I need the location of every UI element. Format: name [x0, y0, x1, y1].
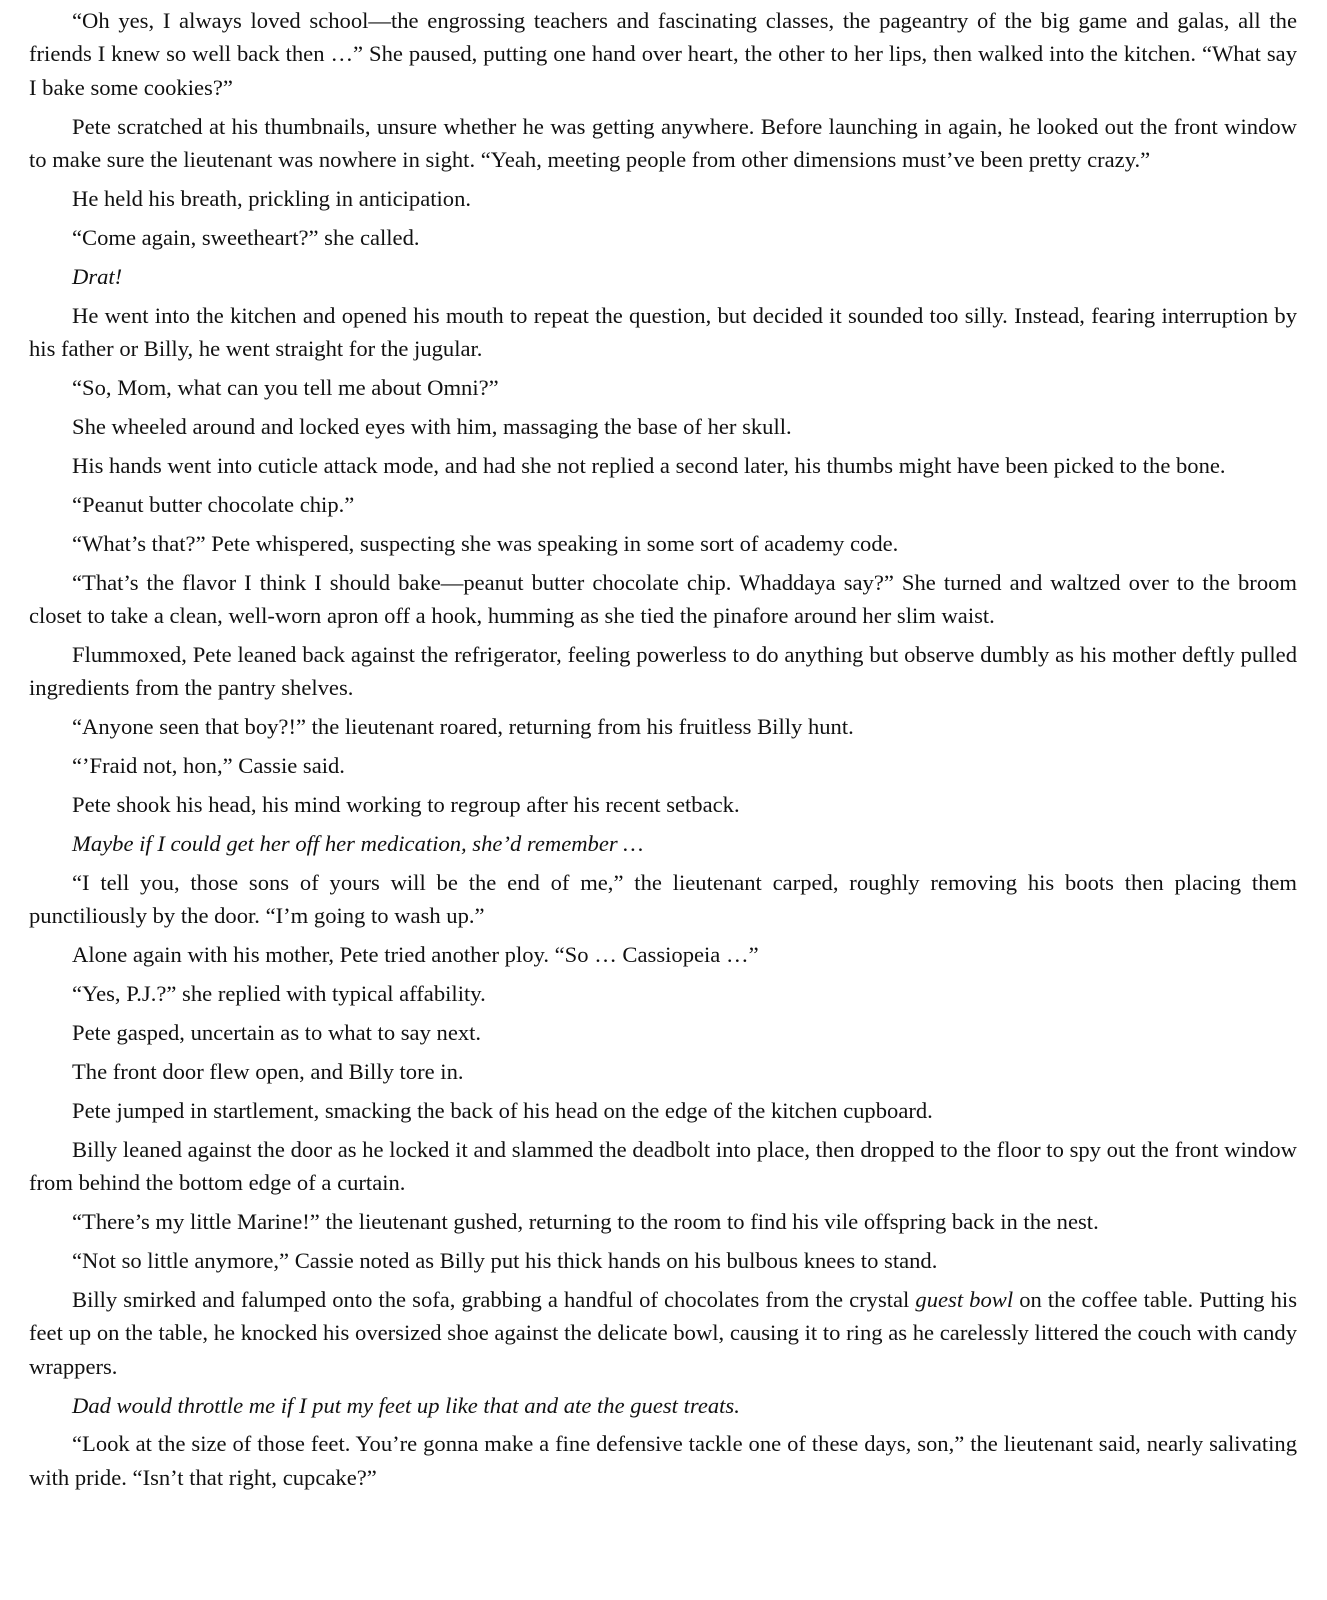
paragraph	[29, 1094, 1297, 1127]
text-segment: Pete jumped in startlement, smacking the back of his head on the edge of the kitchen cupboard.	[72, 1097, 933, 1123]
text-segment: “That’s the flavor I think I should bake—peanut butter chocolate chip. Whaddaya say?” She turned and waltzed over to the broom closet to take a clean, well-worn apron off a hook, humming as she tied the pinafore around her slim waist.	[29, 569, 1297, 628]
text-segment: “Peanut butter chocolate chip.”	[72, 491, 355, 517]
text-segment: “Not so little anymore,” Cassie noted as Billy put his thick hands on his bulbous knees to stand.	[72, 1247, 938, 1273]
text-segment: “What’s that?” Pete whispered, suspecting she was speaking in some sort of academy code.	[72, 530, 899, 556]
text-segment: “’Fraid not, hon,” Cassie said.	[72, 753, 345, 779]
paragraph	[29, 527, 1297, 560]
italic-text-segment: guest bowl	[915, 1286, 1014, 1312]
text-segment: She wheeled around and locked eyes with him, massaging the base of her skull.	[72, 413, 792, 439]
paragraph	[29, 1055, 1297, 1088]
text-segment: Alone again with his mother, Pete tried another ploy. “So … Cassiopeia …”	[72, 942, 759, 968]
paragraph	[29, 1427, 1297, 1494]
text-segment: “There’s my little Marine!” the lieutenant gushed, returning to the room to find his vile offspring back in the nest.	[72, 1209, 1099, 1234]
paragraph	[29, 1389, 1297, 1422]
paragraph	[29, 749, 1297, 782]
text-segment: Billy smirked and falumped onto the sofa, grabbing a handful of chocolates from the crystal	[72, 1286, 916, 1312]
paragraph	[29, 1016, 1297, 1049]
text-segment: Dad would throttle me if I put my feet up like that and ate the guest treats.	[72, 1392, 740, 1418]
paragraph	[29, 4, 1297, 104]
paragraph	[29, 299, 1297, 366]
paragraph	[29, 1205, 1297, 1238]
text-segment: “Oh yes, I always loved school—the engrossing teachers and fascinating classes, the pageantry of the big game and galas, all the friends I knew so well back then …” She paused, putting one hand over heart, the other to her lips, then walked into the kitchen. “What say I bake some cookies?”	[29, 8, 1297, 100]
paragraph	[29, 110, 1297, 177]
text-segment: Maybe if I could get her off her medication, she’d remember …	[72, 830, 644, 856]
text-segment: “Come again, sweetheart?” she called.	[72, 224, 420, 250]
text-segment: on the coffee table. Putting his feet up on the table, he knocked his oversized shoe against the delicate bowl, causing it to ring as he carelessly littered the couch with candy wrappers.	[29, 1286, 1298, 1379]
paragraph	[29, 1133, 1297, 1200]
paragraph	[29, 1244, 1297, 1277]
paragraph	[29, 1283, 1297, 1383]
text-segment: Pete shook his head, his mind working to regroup after his recent setback.	[72, 792, 740, 818]
text-segment: Billy leaned against the door as he locked it and slammed the deadbolt into place, then dropped to the floor to spy out the front window from behind the bottom edge of a curtain.	[29, 1136, 1297, 1196]
text-segment: Pete gasped, uncertain as to what to say next.	[72, 1019, 482, 1045]
paragraph	[29, 566, 1297, 633]
paragraph	[29, 866, 1297, 933]
paragraph	[29, 977, 1297, 1010]
paragraph	[29, 710, 1297, 743]
paragraph	[29, 221, 1297, 254]
paragraph	[29, 938, 1297, 971]
text-segment: Flummoxed, Pete leaned back against the refrigerator, feeling powerless to do anything but observe dumbly as his mother deftly pulled ingredients from the pantry shelves.	[29, 641, 1297, 701]
paragraph	[29, 488, 1297, 521]
paragraph	[29, 827, 1297, 860]
paragraph	[29, 638, 1297, 705]
text-segment: He went into the kitchen and opened his mouth to repeat the question, but decided it sounded too silly. Instead, fearing interruption by his father or Billy, he went straight for the jugular.	[29, 302, 1297, 362]
text-segment: “I tell you, those sons of yours will be the end of me,” the lieutenant carped, roughly removing his boots then placing them punctiliously by the door. “I’m going to wash up.”	[29, 869, 1297, 929]
paragraph	[29, 371, 1297, 404]
text-segment: His hands went into cuticle attack mode, and had she not replied a second later, his thumbs might have been picked to the bone.	[72, 452, 1226, 478]
text-segment: “Yes, P.J.?” she replied with typical affability.	[72, 981, 486, 1007]
text-segment: “So, Mom, what can you tell me about Omni?”	[72, 375, 499, 401]
paragraph	[29, 449, 1297, 482]
paragraph	[29, 788, 1297, 821]
text-segment: Pete scratched at his thumbnails, unsure whether he was getting anywhere. Before launching in again, he looked out the front window to make sure the lieutenant was nowhere in sight. “Yeah, meeting people from other dimensions must’ve been pretty crazy.”	[29, 113, 1297, 173]
paragraph	[29, 182, 1297, 215]
text-segment: He held his breath, prickling in anticipation.	[72, 186, 472, 212]
paragraph	[29, 260, 1297, 293]
text-segment: “Anyone seen that boy?!” the lieutenant roared, returning from his fruitless Billy hunt.	[72, 714, 854, 740]
paragraph	[29, 410, 1297, 443]
text-segment: Drat!	[72, 263, 123, 289]
text-segment: “Look at the size of those feet. You’re gonna make a fine defensive tackle one of these days, son,” the lieutenant said, nearly salivating with pride. “Isn’t that right, cupcake?”	[29, 1431, 1297, 1490]
text-segment: The front door flew open, and Billy tore in.	[72, 1058, 464, 1084]
